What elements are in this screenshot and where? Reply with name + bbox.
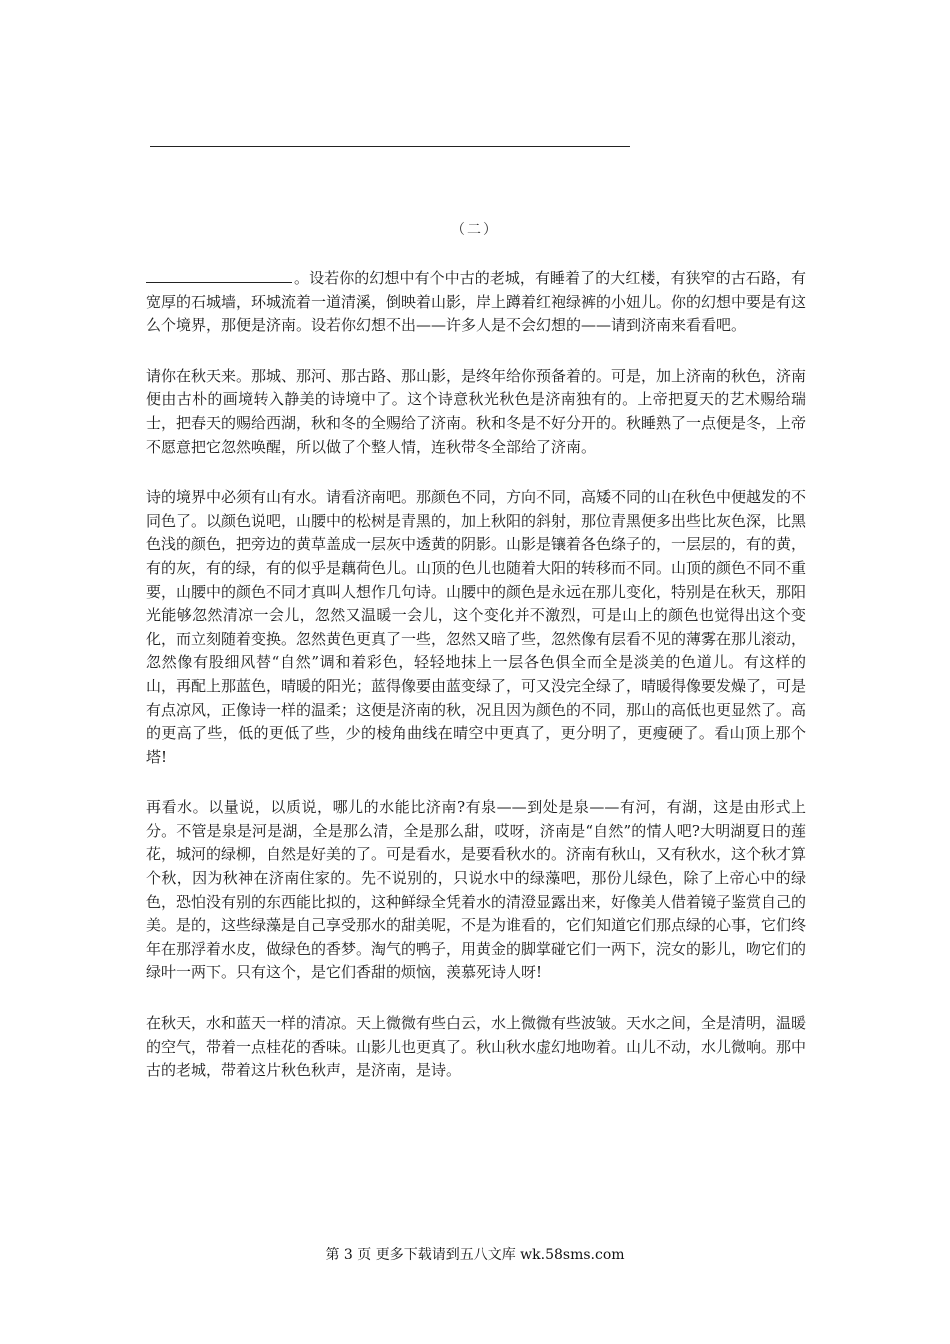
paragraph-3: 诗的境界中必须有山有水。请看济南吧。那颜色不同，方向不同，高矮不同的山在秋色中便越发的不同色了。以颜色说吧，山腰中的松树是青黑的，加上秋阳的斜射，那位青黑便多出些比灰色深，比黑色浅的颜色，把旁边的黄草盖成一层灰中透黄的阴影。山影是镶着各色绦子的，一层层的，有的黄，有的灰，有的绿，有的似乎是藕荷色儿。山顶的色儿也随着大阳的转移而不同。山顶的颜色不同不重要，山腰中的颜色不同才真叫人想作几句诗。山腰中的颜色是永远在那儿变化，特别是在秋天，那阳光能够忽然清凉一会儿，忽然又温暖一会儿，这个变化并不激烈，可是山上的颜色也觉得出这个变化，而立刻随着变换。忽然黄色更真了一些，忽然又暗了些，忽然像有层看不见的薄雾在那儿滚动，忽然像有股细风替“自然”调和着彩色，轻轻地抹上一层各色俱全而全是淡美的色道儿。有这样的山，再配上那蓝色，晴暖的阳光；蓝得像要由蓝变绿了，可又没完全绿了，晴暖得像要发燥了，可是有点凉风，正像诗一样的温柔；这便是济南的秋，况且因为颜色的不同，那山的高低也更显然了。高的更高了些，低的更低了些，少的棱角曲线在晴空中更真了，更分明了，更瘦硬了。看山顶上那个塔! <box>146 488 807 766</box>
paragraph-1 <box>146 266 806 338</box>
article-body <box>146 266 806 1110</box>
paragraph-1-text: 。设若你的幻想中有个中古的老城，有睡着了的大红楼，有狭窄的古石路，有宽厚的石城墙，环城流着一道清溪，倒映着山影，岸上蹲着红袍绿裤的小妞儿。你的幻想中要是有这么个境界，那便是济南。设若你幻想不出——许多人是不会幻想的——请到济南来看看吧。 <box>146 269 807 335</box>
page-footer: 第 3 页 更多下载请到五八文库 wk.58sms.com <box>325 1247 625 1263</box>
paragraph-4: 再看水。以量说，以质说，哪儿的水能比济南?有泉——到处是泉——有河，有湖，这是由形式上分。不管是泉是河是湖，全是那么清，全是那么甜，哎呀，济南是“自然”的情人吧?大明湖夏日的莲花，城河的绿柳，自然是好美的了。可是看水，是要看秋水的。济南有秋山，又有秋水，这个秋才算个秋，因为秋神在济南住家的。先不说别的，只说水中的绿藻吧，那份儿绿色，除了上帝心中的绿色，恐怕没有别的东西能比拟的，这种鲜绿全凭着水的清澄显露出来，好像美人借着镜子鉴赏自己的美。是的，这些绿藻是自己享受那水的甜美呢，不是为谁看的，它们知道它们那点绿的心事，它们终年在那浮着水皮，做绿色的香梦。淘气的鸭子，用黄金的脚掌碰它们一两下，浣女的影儿，吻它们的绿叶一两下。只有这个，是它们香甜的烦恼，羡慕死诗人呀! <box>146 798 807 982</box>
paragraph-5: 在秋天，水和蓝天一样的清凉。天上微微有些白云，水上微微有些波皱。天水之间，全是清明，温暖的空气，带着一点桂花的香味。山影儿也更真了。秋山秋水虚幻地吻着。山儿不动，水儿微响。那中古的老城，带着这片秋色秋声，是济南，是诗。 <box>146 1014 807 1080</box>
section-label: （二） <box>451 222 499 238</box>
paragraph-2: 请你在秋天来。那城、那河、那古路、那山影，是终年给你预备着的。可是，加上济南的秋色，济南便由古朴的画境转入静美的诗境中了。这个诗意秋光秋色是济南独有的。上帝把夏天的艺术赐给瑞士，把春天的赐给西湖，秋和冬的全赐给了济南。秋和冬是不好分开的。秋睡熟了一点便是冬，上帝不愿意把它忽然唤醒，所以做了个整人情，连秋带冬全部给了济南。 <box>146 366 807 456</box>
fill-in-blank <box>146 266 292 283</box>
answer-line <box>150 146 630 147</box>
